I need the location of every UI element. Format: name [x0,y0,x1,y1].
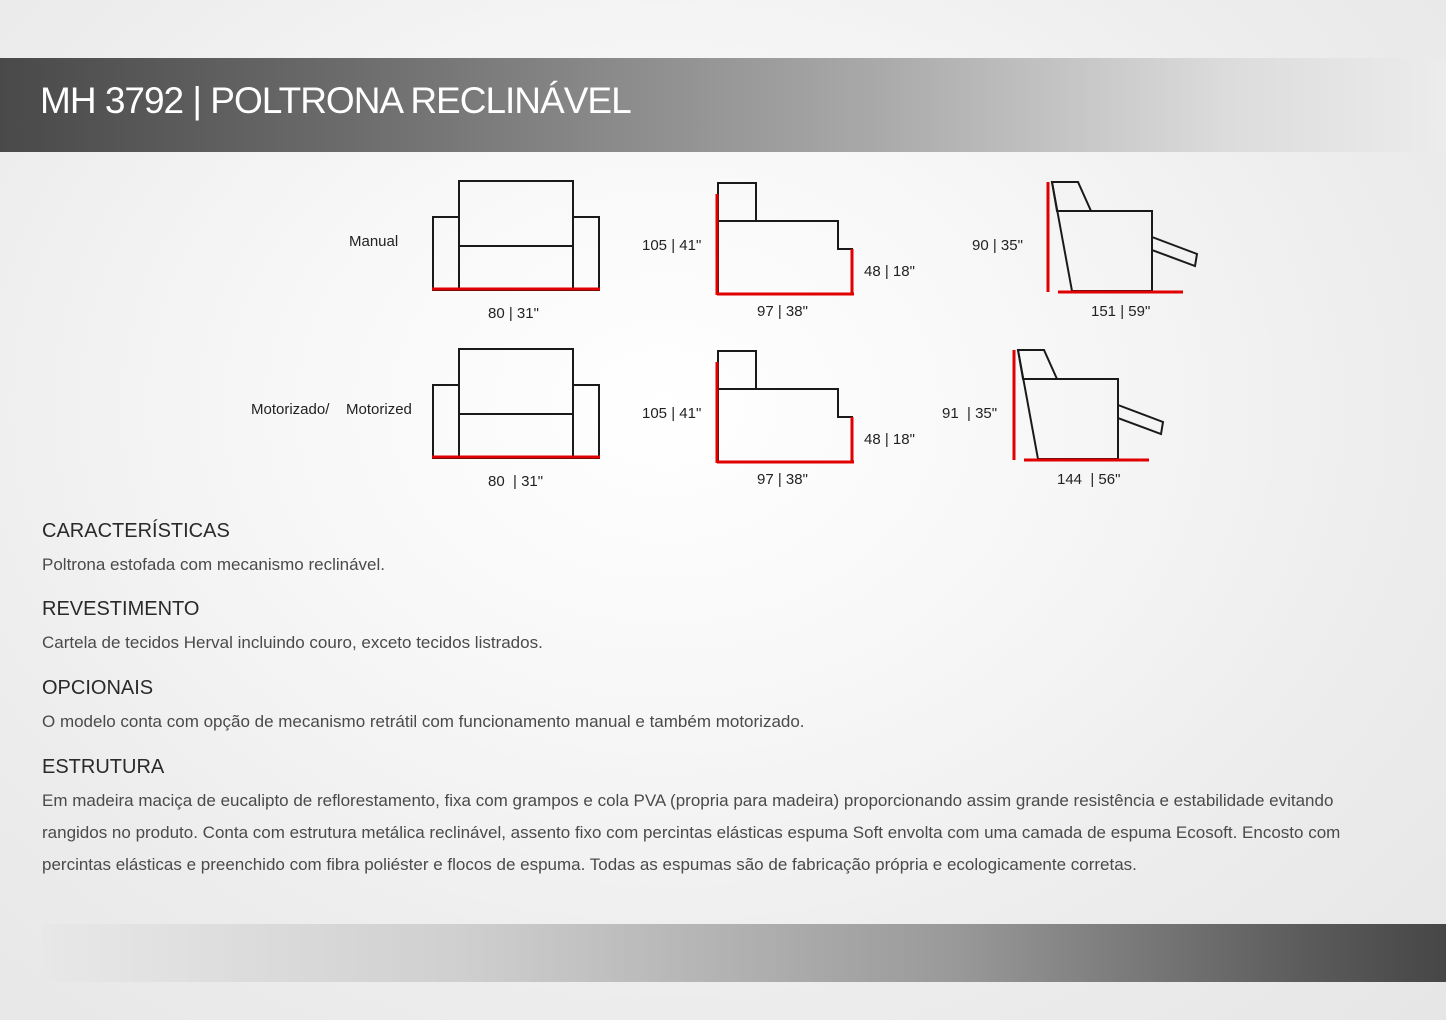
spec-text: Poltrona estofada com mecanismo reclinável. [42,555,385,574]
side-seat-height-label: 48 | 18" [864,263,915,280]
spec-text: Cartela de tecidos Herval incluindo couro, exceto tecidos listrados. [42,633,543,652]
spec-caracteristicas [42,520,1382,581]
side-view-drawing [718,183,852,294]
side-seat-height-label: 48 | 18" [864,431,915,448]
reclined-height-label: 90 | 35" [972,237,1023,254]
side-height-label: 105 | 41" [642,237,702,254]
spec-heading: OPCIONAIS [42,677,154,699]
reclined-depth-label: 144 | 56" [1057,471,1121,488]
spec-text: Em madeira maciça de eucalipto de reflorestamento, fixa com grampos e cola PVA (propria para madeira) proporcionando assim grande resistência e estabilidade evitando rangidos no produto. Conta com estrutura metálica reclinável, assento fixo com percintas elásticas espuma Soft envolta com uma camada de espuma Ecosoft. Encosto com percintas elásticas e preenchido com fibra poliéster e flocos de espuma. Todas as espumas são de fabricação própria e ecologicamente corretas. [42,791,1341,874]
spec-estrutura [42,756,1382,881]
front-width-label: 80 | 31" [488,473,544,490]
spec-heading: CARACTERÍSTICAS [42,520,230,542]
front-view-drawing [433,181,599,290]
spec-heading: REVESTIMENTO [42,598,200,620]
front-width-label: 80 | 31" [488,305,539,322]
footer-bar [42,924,1446,982]
row-label-manual: Manual [349,233,399,250]
side-height-label: 105 | 41" [642,405,702,422]
row-label-motorized: Motorizado/ Motorized [251,401,412,418]
spec-opcionais [42,677,1382,738]
reclined-view-drawing [1052,182,1197,291]
page-title: MH 3792 | POLTRONA RECLINÁVEL [40,80,631,121]
front-view-drawing [433,349,599,458]
spec-revestimento [42,598,1382,659]
side-view-drawing [718,351,852,462]
spec-text: O modelo conta com opção de mecanismo retrátil com funcionamento manual e também motorizado. [42,712,805,731]
drawing-row-motorized [251,349,1163,490]
drawing-row-manual [349,181,1197,322]
reclined-view-drawing [1018,350,1163,459]
reclined-height-label: 91 | 35" [942,405,998,422]
side-depth-label: 97 | 38" [757,471,808,488]
reclined-depth-label: 151 | 59" [1091,303,1151,320]
spec-heading: ESTRUTURA [42,756,165,778]
side-depth-label: 97 | 38" [757,303,808,320]
